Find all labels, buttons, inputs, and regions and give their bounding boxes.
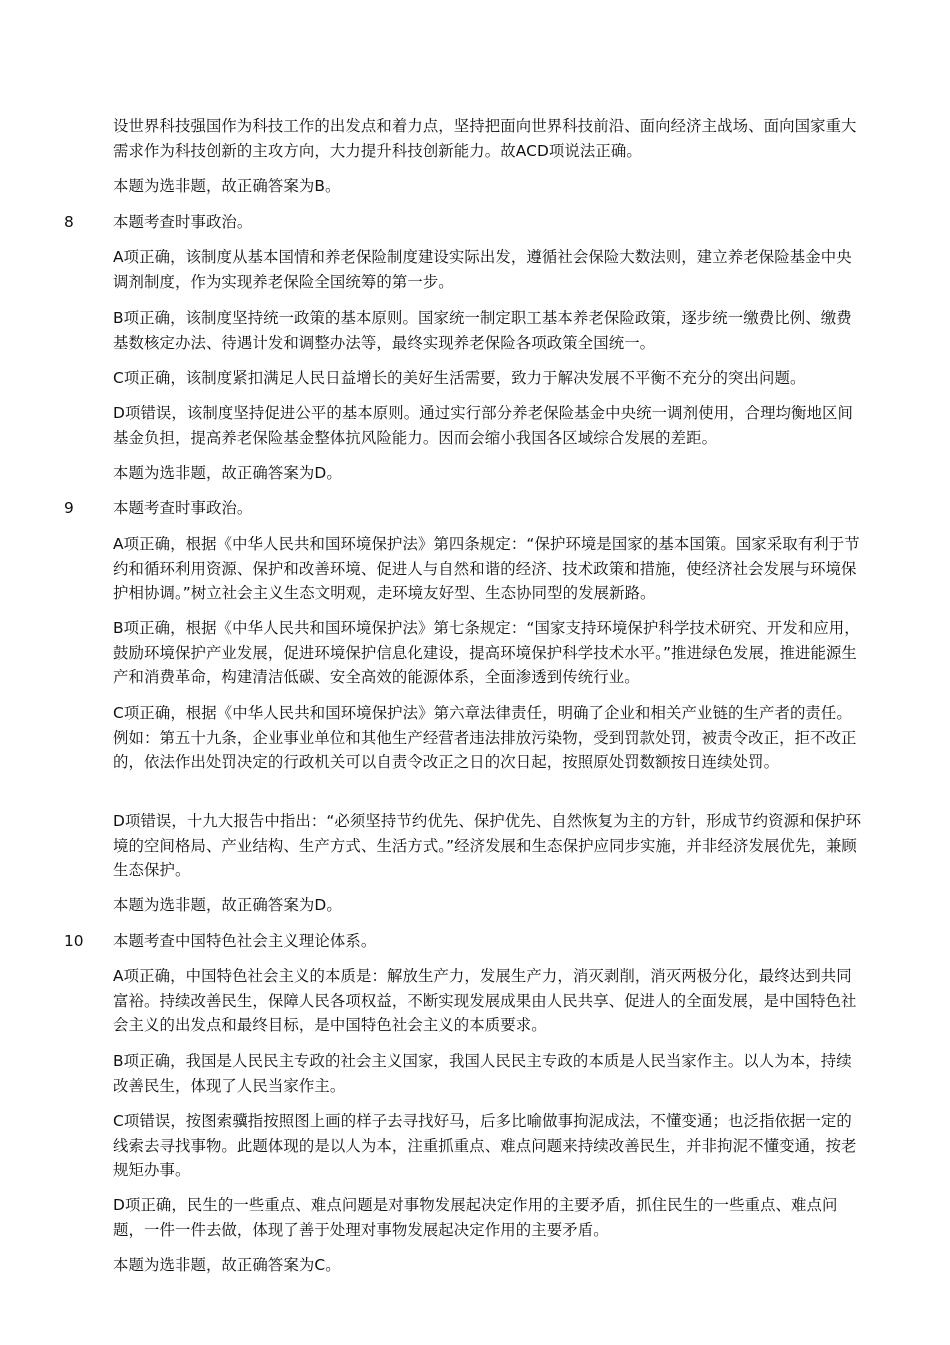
option-paragraph: B项正确，该制度坚持统一政策的基本原则。国家统一制定职工基本养老保险政策，逐步统一缴费比例、缴费基数核定办法、待遇计发和调整办法等，最终实现养老保险各项政策全国统一。 [113, 309, 852, 352]
question-number: 10 [64, 932, 84, 950]
option-paragraph: B项正确，我国是人民民主专政的社会主义国家，我国人民民主专政的本质是人民当家作主。以人为本，持续改善民生，体现了人民当家作主。 [113, 1052, 852, 1095]
question-number: 9 [64, 499, 74, 517]
answer-line: 本题为选非题，故正确答案为B。 [113, 177, 341, 195]
option-paragraph: A项正确，根据《中华人民共和国环境保护法》第四条规定：“保护环境是国家的基本国策。国家采取有利于节约和循环利用资源、保护和改善环境、促进人与自然和谐的经济、技术政策和措施，使经济社会发展与环境保护相协调。”树立社会主义生态文明观，走环境友好型、生态协同型的发展新路。 [113, 535, 860, 602]
question-topic: 本题考查中国特色社会主义理论体系。 [113, 932, 377, 950]
option-paragraph: D项错误，十九大报告中指出：“必须坚持节约优先、保护优先、自然恢复为主的方针，形成节约资源和保护环境的空间格局、产业结构、生产方式、生活方式。”经济发展和生态保护应同步实施，并非经济发展优先，兼顾生态保护。 [113, 812, 862, 879]
option-paragraph: B项正确，根据《中华人民共和国环境保护法》第七条规定：“国家支持环境保护科学技术研究、开发和应用，鼓励环境保护产业发展，促进环境保护信息化建设，提高环境保护科学技术水平。”推进绿色发展，推进能源生产和消费革命，构建清洁低碳、安全高效的能源体系，全面渗透到传统行业。 [113, 619, 860, 686]
answer-line: 本题为选非题，故正确答案为D。 [113, 464, 342, 482]
option-paragraph: D项正确，民生的一些重点、难点问题是对事物发展起决定作用的主要矛盾，抓住民生的一些重点、难点问题，一件一件去做，体现了善于处理对事物发展起决定作用的主要矛盾。 [113, 1196, 838, 1239]
answer-line: 本题为选非题，故正确答案为D。 [113, 896, 342, 914]
option-paragraph: A项正确，中国特色社会主义的本质是：解放生产力，发展生产力，消灭剥削，消灭两极分化，最终达到共同富裕。持续改善民生，保障人民各项权益，不断实现发展成果由人民共享、促进人的全面发展，是中国特色社会主义的出发点和最终目标，是中国特色社会主义的本质要求。 [113, 967, 857, 1034]
question-number: 8 [64, 213, 74, 231]
option-paragraph: A项正确，该制度从基本国情和养老保险制度建设实际出发，遵循社会保险大数法则，建立养老保险基金中央调剂制度，作为实现养老保险全国统筹的第一步。 [113, 248, 852, 291]
option-paragraph: C项错误，按图索骥指按照图上画的样子去寻找好马，后多比喻做事拘泥成法，不懂变通；也泛指依据一定的线索去寻找事物。此题体现的是以人为本，注重抓重点、难点问题来持续改善民生，并非拘泥不懂变通，按老规矩办事。 [113, 1112, 857, 1179]
answer-line: 本题为选非题，故正确答案为C。 [113, 1256, 341, 1274]
question-topic: 本题考查时事政治。 [113, 499, 253, 517]
continuation-paragraph: 设世界科技强国作为科技工作的出发点和着力点，坚持把面向世界科技前沿、面向经济主战场、面向国家重大需求作为科技创新的主攻方向，大力提升科技创新能力。故ACD项说法正确。 [113, 117, 857, 160]
option-paragraph: D项错误，该制度坚持促进公平的基本原则。通过实行部分养老保险基金中央统一调剂使用，合理均衡地区间基金负担，提高养老保险基金整体抗风险能力。因而会缩小我国各区域综合发展的差距。 [113, 404, 854, 447]
option-paragraph: C项正确，根据《中华人民共和国环境保护法》第六章法律责任，明确了企业和相关产业链的生产者的责任。例如：第五十九条，企业事业单位和其他生产经营者违法排放污染物，受到罚款处罚，被责令改正，拒不改正的，依法作出处罚决定的行政机关可以自责令改正之日的次日起，按照原处罚数额按日连续处罚。 [113, 704, 857, 771]
option-paragraph: C项正确，该制度紧扣满足人民日益增长的美好生活需要，致力于解决发展不平衡不充分的突出问题。 [113, 369, 806, 387]
question-topic: 本题考查时事政治。 [113, 213, 253, 231]
